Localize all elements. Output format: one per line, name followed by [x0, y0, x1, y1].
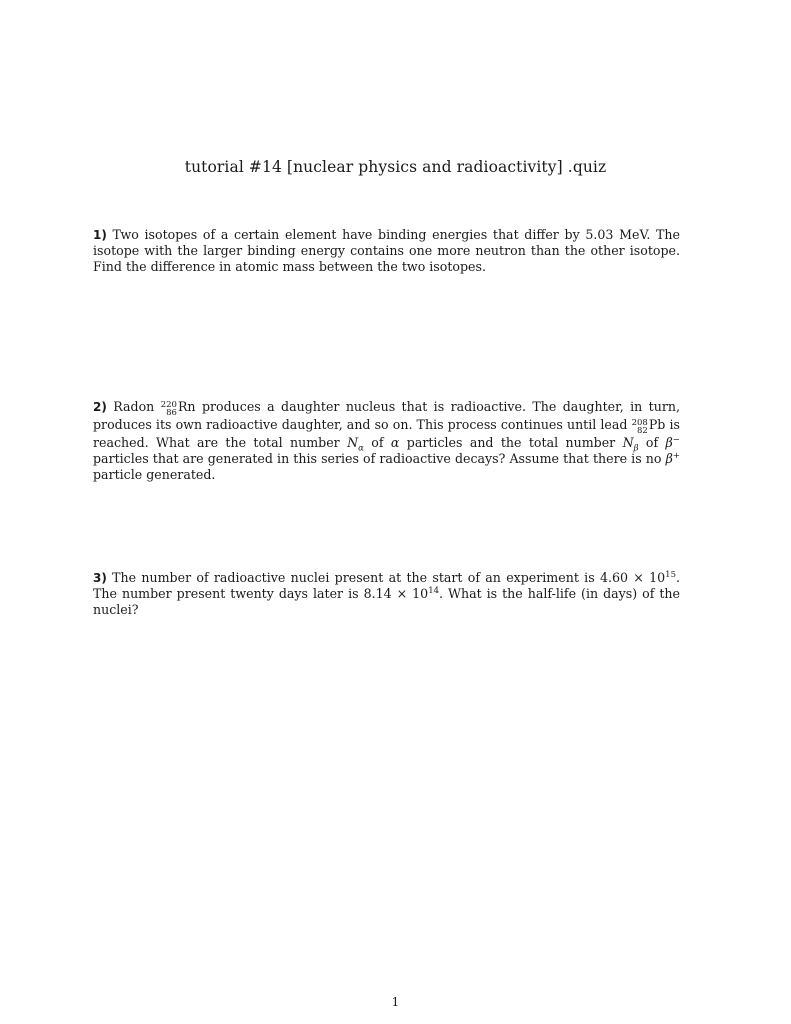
- page-number: 1: [391, 995, 400, 1009]
- problem-text-part: of: [371, 435, 384, 450]
- problem-text-part: is reached. What are the total number: [93, 417, 680, 450]
- lead-nuclide-numbers: [632, 419, 648, 435]
- problem-1: [93, 227, 680, 275]
- problem-number: 3): [93, 571, 107, 585]
- n-alpha-symbol: N: [347, 435, 359, 450]
- beta-minus-sign: −: [672, 434, 680, 445]
- problem-text-part: Radon: [113, 399, 155, 414]
- alpha-symbol: α: [390, 435, 400, 450]
- n-beta-symbol: N: [622, 435, 634, 450]
- radon-atomic-number: 86: [166, 408, 177, 418]
- problem-text-part: of: [645, 435, 659, 450]
- beta-plus-sign: +: [672, 450, 680, 461]
- problem-text-part: particles that are generated in this series of radioactive decays? Assume that there is no: [93, 451, 662, 466]
- n-alpha-subscript: α: [358, 443, 364, 454]
- lead-atomic-number: 82: [637, 426, 648, 436]
- radon-mass-number: 220: [160, 400, 177, 410]
- problem-text-part: The number of radioactive nuclei present at the start of an experiment is: [112, 570, 595, 585]
- problem-text-part: particle generated.: [93, 467, 216, 482]
- radon-nuclide-numbers: [161, 401, 177, 417]
- problem-2: [93, 399, 680, 483]
- later-nuclei-exponent: 14: [428, 585, 440, 596]
- problem-text-part: particles and the total number: [406, 435, 616, 450]
- problem-3: [93, 570, 680, 618]
- problem-number: 1): [93, 228, 107, 242]
- problem-text-part: produces a daughter nucleus that is radioactive. The daughter, in turn, produces its own radioactive daughter, and so on. This process continues until lead: [93, 399, 680, 432]
- beta-plus-symbol: β: [665, 451, 673, 466]
- later-nuclei-count: 8.14 × 10: [363, 586, 429, 601]
- initial-nuclei-exponent: 15: [665, 569, 676, 580]
- problem-text-part: . The number present twenty days later is: [93, 570, 680, 601]
- beta-minus-symbol: β: [665, 435, 673, 450]
- problem-text: Two isotopes of a certain element have binding energies that differ by 5.03 MeV. The isotope with the larger binding energy contains one more neutron than the other isotope. Find the difference in atomic mass between the two isotopes.: [93, 227, 680, 274]
- lead-symbol: Pb: [648, 417, 666, 432]
- page-title: tutorial #14 [nuclear physics and radioactivity] .quiz: [184, 158, 607, 176]
- initial-nuclei-count: 4.60 × 10: [599, 570, 666, 585]
- radon-symbol: Rn: [177, 399, 196, 414]
- lead-mass-number: 208: [631, 418, 648, 428]
- n-beta-subscript: β: [633, 443, 639, 454]
- problem-text-part: . What is the half-life (in days) of the nuclei?: [93, 586, 680, 617]
- problem-number: 2): [93, 400, 107, 414]
